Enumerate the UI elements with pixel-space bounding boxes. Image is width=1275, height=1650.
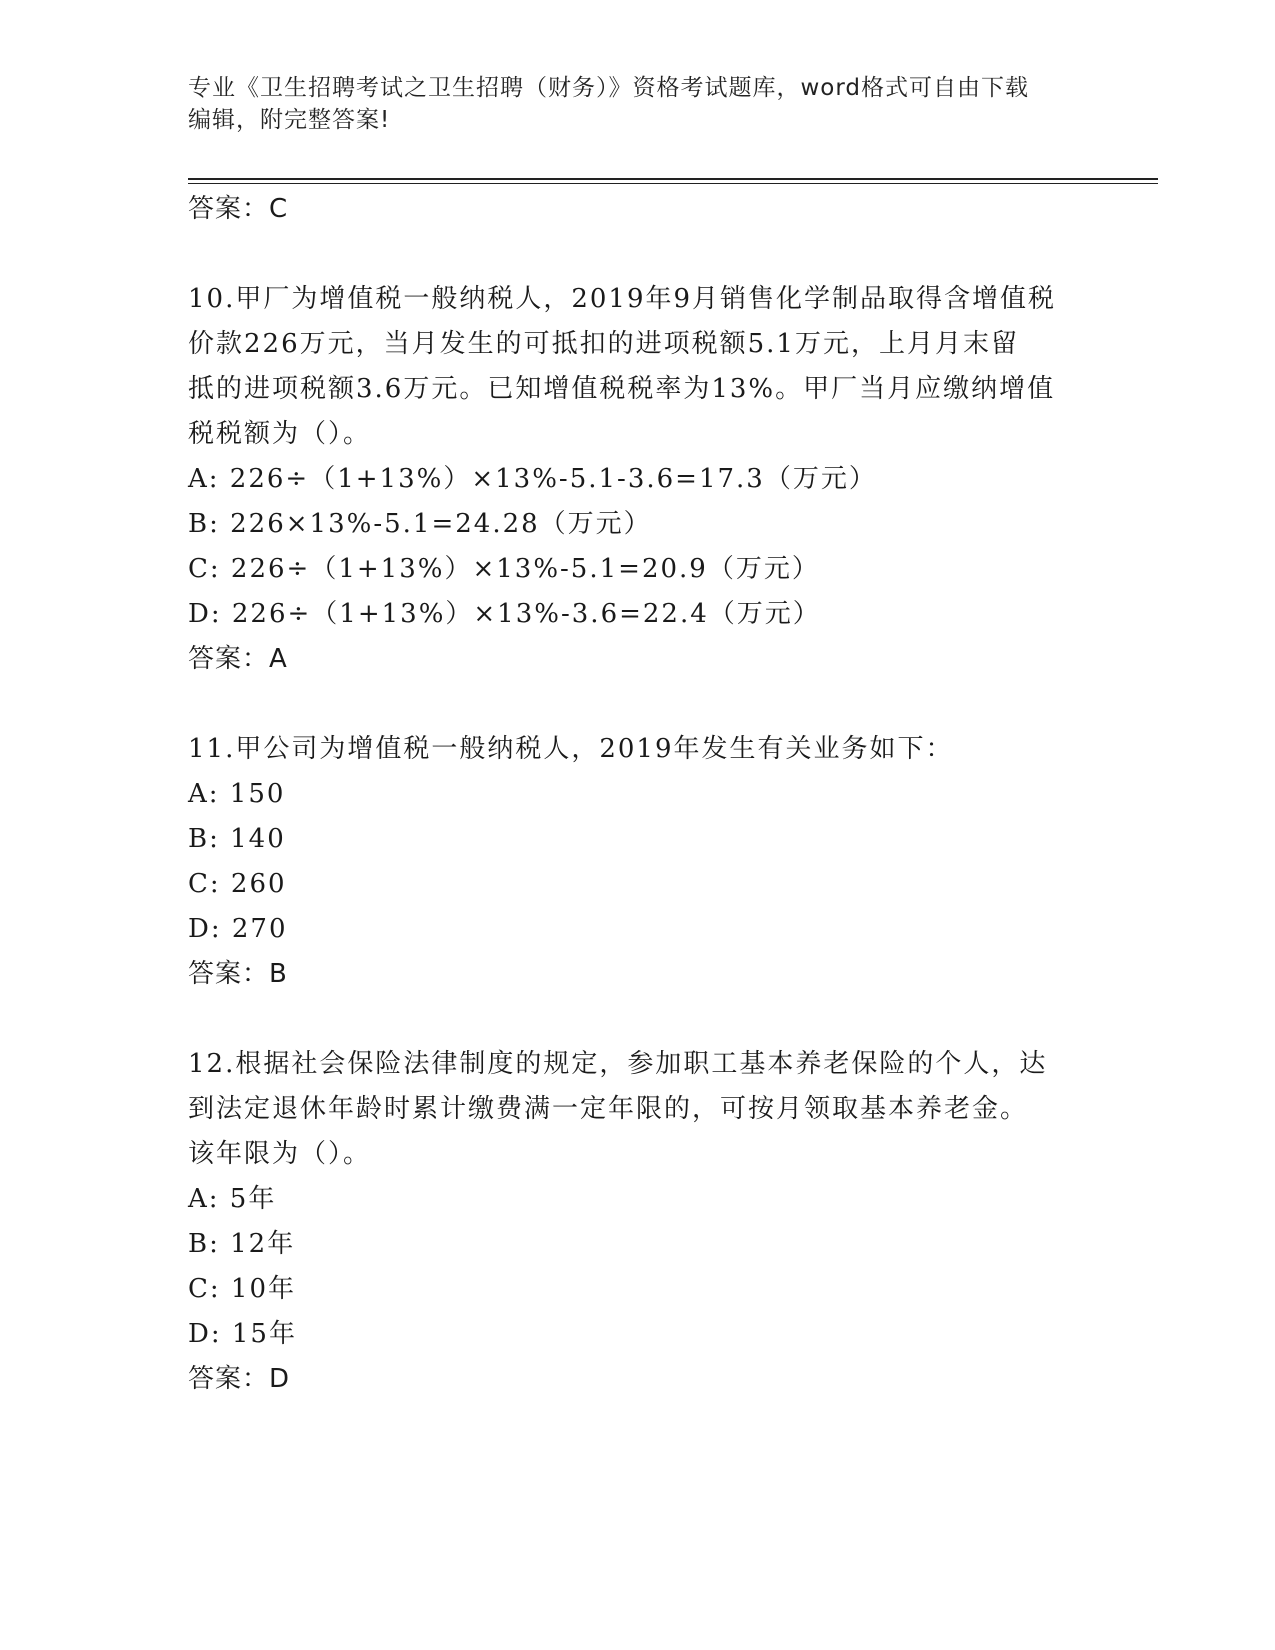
question-11-option-d: D: 270: [188, 914, 288, 944]
question-11-option-b: B: 140: [188, 824, 286, 854]
question-10-stem-line-4: 税税额为（）。: [188, 419, 372, 449]
question-12-option-a: A: 5年: [188, 1184, 277, 1214]
question-12-option-d: D: 15年: [188, 1319, 297, 1349]
document-header: [188, 72, 1068, 136]
question-10-stem-line-1: 10.甲厂为增值税一般纳税人，2019年9月销售化学制品取得含增值税: [188, 284, 1057, 314]
question-10-stem-line-2: 价款226万元，当月发生的可抵扣的进项税额5.1万元，上月月末留: [188, 329, 1019, 359]
question-11-stem-line-1: 11.甲公司为增值税一般纳税人，2019年发生有关业务如下：: [188, 734, 954, 764]
question-12-stem-line-1: 12.根据社会保险法律制度的规定，参加职工基本养老保险的个人，达: [188, 1049, 1048, 1079]
question-10-option-d: D: 226÷（1+13%）×13%-3.6=22.4（万元）: [188, 599, 821, 629]
header-line-2: 编辑，附完整答案!: [188, 107, 391, 133]
question-11-option-a: A: 150: [188, 779, 286, 809]
question-10-stem-line-3: 抵的进项税额3.6万元。已知增值税税率为13%。甲厂当月应缴纳增值: [188, 374, 1056, 404]
question-10-answer: 答案：A: [188, 644, 288, 674]
question-11-answer: 答案：B: [188, 959, 288, 989]
question-12-stem-line-2: 到法定退休年龄时累计缴费满一定年限的，可按月领取基本养老金。: [188, 1094, 1029, 1124]
question-11-option-c: C: 260: [188, 869, 287, 899]
question-10-option-b: B: 226×13%-5.1=24.28（万元）: [188, 509, 652, 539]
header-divider-thin: [188, 183, 1158, 184]
question-12-stem-line-3: 该年限为（）。: [188, 1139, 372, 1169]
question-10-option-a: A: 226÷（1+13%）×13%-5.1-3.6=17.3（万元）: [188, 464, 877, 494]
question-12-option-b: B: 12年: [188, 1229, 296, 1259]
header-divider: [188, 178, 1158, 180]
question-10-option-c: C: 226÷（1+13%）×13%-5.1=20.9（万元）: [188, 554, 820, 584]
header-line-1: 专业《卫生招聘考试之卫生招聘（财务）》资格考试题库，word格式可自由下载: [188, 75, 1030, 101]
question-12-option-c: C: 10年: [188, 1274, 297, 1304]
previous-answer: 答案：C: [188, 194, 289, 224]
question-12-answer: 答案：D: [188, 1364, 291, 1394]
